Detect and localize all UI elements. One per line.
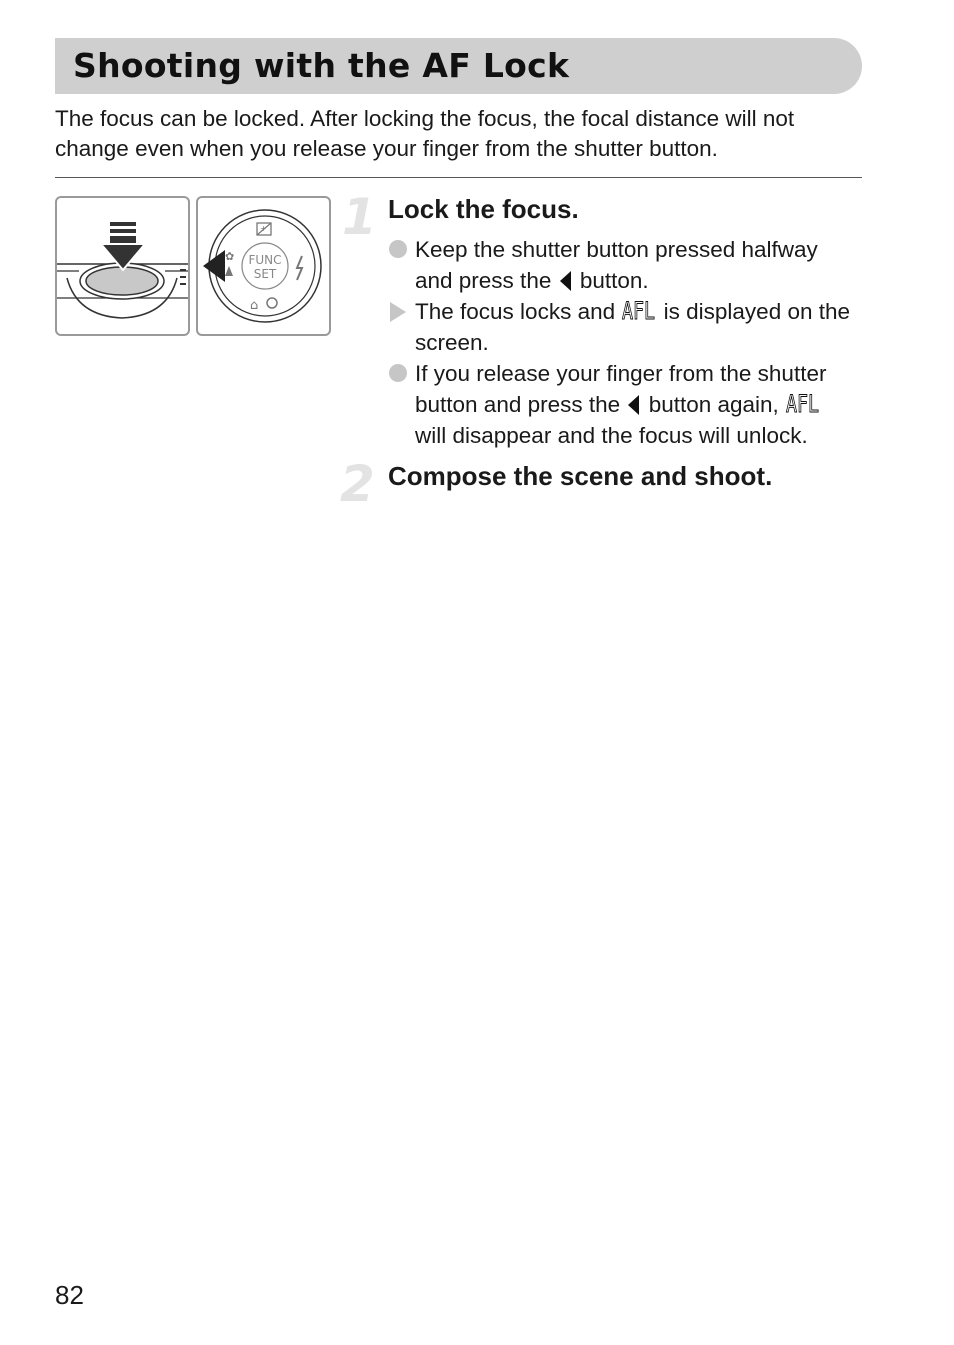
step-number-1: 1 xyxy=(342,188,377,246)
left-arrow-button-icon xyxy=(626,394,642,416)
list-item: If you release your finger from the shutter button and press the button again, AFL will disappear and the focus will unlock. xyxy=(388,358,858,451)
afl-icon xyxy=(621,297,657,323)
left-arrow-button-icon xyxy=(558,270,574,292)
bullet-dot-icon xyxy=(389,364,407,382)
svg-text:✿: ✿ xyxy=(225,250,235,263)
svg-text:+: + xyxy=(260,224,267,233)
svg-text:AFL: AFL xyxy=(786,390,820,418)
control-dial-icon xyxy=(198,198,329,334)
svg-text:SET: SET xyxy=(253,267,277,281)
step-number-2: 2 xyxy=(340,455,375,513)
step-1-bullets xyxy=(388,234,858,451)
intro-paragraph: The focus can be locked. After locking the focus, the focal distance will not change even when you release your finger from the shutter button. xyxy=(55,106,795,161)
svg-text:⌂: ⌂ xyxy=(250,298,259,313)
svg-text:FUNC: FUNC xyxy=(248,253,282,267)
control-dial-illustration xyxy=(196,196,331,336)
bullet-dot-icon xyxy=(389,240,407,258)
shutter-button-illustration xyxy=(55,196,190,336)
shutter-button-icon xyxy=(57,198,188,334)
step-title-1: Lock the focus. xyxy=(388,194,579,224)
list-item: The focus locks and AFL is displayed on the screen. xyxy=(388,296,858,358)
page-title: Shooting with the AF Lock xyxy=(73,46,570,85)
list-item: Keep the shutter button pressed halfway and press the button. xyxy=(388,234,858,296)
step-title-2: Compose the scene and shoot. xyxy=(388,461,773,491)
svg-text:AFL: AFL xyxy=(622,297,656,325)
result-triangle-icon xyxy=(390,302,406,322)
divider xyxy=(55,177,862,178)
afl-icon xyxy=(785,390,821,416)
section-title-bar xyxy=(55,38,862,94)
page-number: 82 xyxy=(55,1280,84,1310)
